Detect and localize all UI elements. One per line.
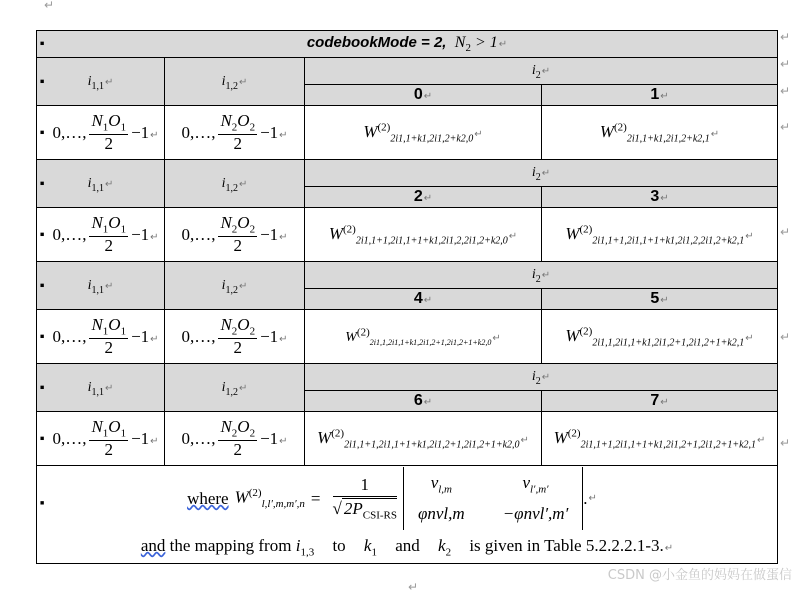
cell-bullet: ■ <box>40 230 45 238</box>
paragraph-mark: ↵ <box>780 57 791 71</box>
cell-bullet: ■ <box>40 179 45 187</box>
footer-cell <box>37 466 778 564</box>
table-title-cell: ■ codebookMode = 2, $N_2$ > 1↵ <box>37 31 778 58</box>
range-n1o1: ■ 0,…, $N_1O_1$ 2 −1 ↵ <box>37 412 165 466</box>
precoder-cell: $W^{(2)}_{2i1,1+k1,2i1,2+k2,0}↵$ <box>305 106 542 160</box>
range-n1o1: ■ 0,…, $N_1O_1$ 2 −1 ↵ <box>37 208 165 262</box>
header-i11: ■ $i_{1,1}↵$ <box>37 364 165 412</box>
header-i12: $i_{1,2}↵$ <box>165 160 305 208</box>
cell-bullet: ■ <box>40 281 45 289</box>
range-n2o2: 0,…, $N_2O_2$ 2 −1 ↵ <box>165 310 305 364</box>
header-i12: $i_{1,2}↵$ <box>165 58 305 106</box>
precoder-cell: $W^{(2)}_{2i1,1,2i1,1+k1,2i1,2+1,2i1,2+1+k2,1}↵$ <box>542 310 778 364</box>
codebook-table <box>36 30 778 564</box>
range-n1o1: ■ 0,…, $N_1O_1$ 2 −1 ↵ <box>37 106 165 160</box>
header-col-value: 0↵ <box>305 85 542 106</box>
header-i2: $i_2↵$ <box>305 364 778 391</box>
paragraph-mark: ↵ <box>780 120 791 134</box>
cell-bullet: ■ <box>40 39 45 48</box>
mapping-note: and the mapping from $i_{1,3}$ to $k_1$ and $k_2$ is given in Table 5.2.2.2.1-3.↵ <box>140 535 674 558</box>
header-col-value: 2↵ <box>305 187 542 208</box>
header-i2: $i_2↵$ <box>305 160 778 187</box>
header-i11: ■ $i_{1,1}↵$ <box>37 58 165 106</box>
paragraph-mark: ↵ <box>780 225 791 239</box>
range-n1o1: ■ 0,…, $N_1O_1$ 2 −1 ↵ <box>37 310 165 364</box>
cell-bullet: ■ <box>40 383 45 391</box>
header-col-value: 4↵ <box>305 289 542 310</box>
header-col-value: 5↵ <box>542 289 778 310</box>
paragraph-mark: ↵ <box>44 0 55 12</box>
watermark: CSDN @小金鱼的妈妈在做蛋信 <box>607 568 792 583</box>
precoder-cell: $W^{(2)}_{2i1,1+1,2i1,1+1+k1,2i1,2+1,2i1,2+1+k2,0}↵$ <box>305 412 542 466</box>
cell-bullet: ■ <box>40 332 45 340</box>
header-col-value: 7↵ <box>542 391 778 412</box>
paragraph-mark: ↵ <box>780 330 791 344</box>
paragraph-mark: ↵ <box>780 436 791 450</box>
cell-bullet: ■ <box>40 434 45 442</box>
range-n2o2: 0,…, $N_2O_2$ 2 −1 ↵ <box>165 208 305 262</box>
precoder-cell: $W^{(2)}_{2i1,1+1,2i1,1+1+k1,2i1,2+1,2i1,2+1+k2,1}↵$ <box>542 412 778 466</box>
range-n2o2: 0,…, $N_2O_2$ 2 −1 ↵ <box>165 106 305 160</box>
header-i2: $i_2↵$ <box>305 58 778 85</box>
cell-bullet: ■ <box>40 128 45 136</box>
header-i11: ■ $i_{1,1}↵$ <box>37 262 165 310</box>
paragraph-mark: ↵ <box>780 84 791 98</box>
header-i2: $i_2↵$ <box>305 262 778 289</box>
paragraph-mark: ↵ <box>780 30 791 44</box>
header-col-value: 3↵ <box>542 187 778 208</box>
header-col-value: 1↵ <box>542 85 778 106</box>
matrix: $v_{l,m}$ $v_{l',m'}$ φnvl,m −φnvl′,m′ <box>403 467 583 529</box>
cell-bullet: ■ <box>40 499 45 507</box>
cell-bullet: ■ <box>40 77 45 85</box>
precoder-cell: $W^{(2)}_{2i1,1+k1,2i1,2+k2,1}↵$ <box>542 106 778 160</box>
header-i12: $i_{1,2}↵$ <box>165 262 305 310</box>
precoder-definition: where $W^{(2)}_{l,l',m,m',n}$ = 1 √ $2P_{CSI-RS}$ $v_{l,m}$ $v_{l',m'}$ φnvl,m −φnvl′,m′ . ↵ <box>37 469 778 529</box>
precoder-cell: $W^{(2)}_{2i1,1,2i1,1+k1,2i1,2+1,2i1,2+1+k2,0}↵$ <box>305 310 542 364</box>
header-i11: ■ $i_{1,1}↵$ <box>37 160 165 208</box>
precoder-cell: $W^{(2)}_{2i1,1+1,2i1,1+1+k1,2i1,2,2i1,2+k2,1}↵$ <box>542 208 778 262</box>
range-n2o2: 0,…, $N_2O_2$ 2 −1 ↵ <box>165 412 305 466</box>
paragraph-mark: ↵ <box>408 580 419 594</box>
precoder-cell: $W^{(2)}_{2i1,1+1,2i1,1+1+k1,2i1,2,2i1,2+k2,0}↵$ <box>305 208 542 262</box>
table-title: codebookMode = 2, $N_2 > 1$ <box>306 33 498 55</box>
header-col-value: 6↵ <box>305 391 542 412</box>
header-i12: $i_{1,2}↵$ <box>165 364 305 412</box>
